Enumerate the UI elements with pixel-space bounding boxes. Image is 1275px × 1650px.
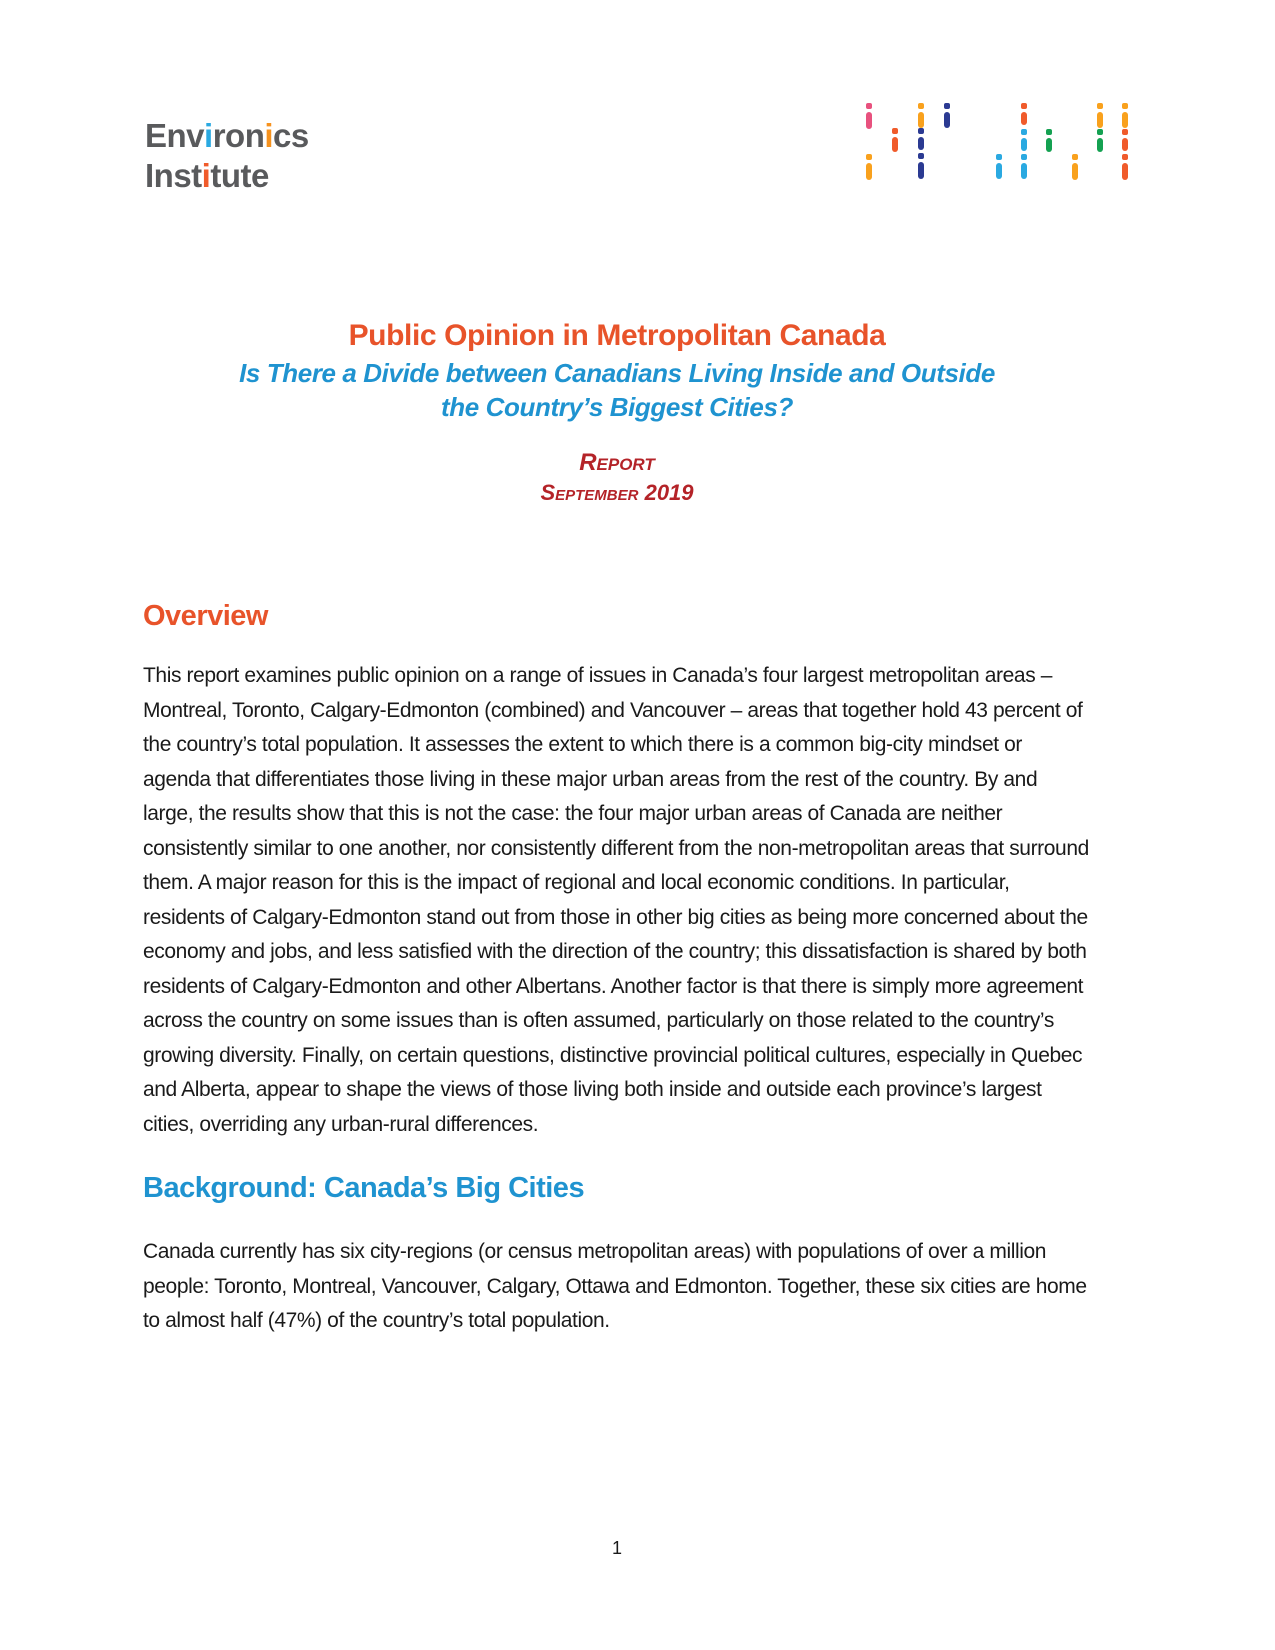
logo-letter-group: cs <box>273 117 309 154</box>
page-number: 1 <box>611 1538 622 1558</box>
section-heading-background: Background: Canada’s Big Cities <box>143 1172 585 1204</box>
report-date: September 2019 <box>540 480 694 505</box>
dotted-i-mark <box>996 154 1002 179</box>
page-subtitle-line2: the Country’s Biggest Cities? <box>441 392 793 422</box>
overview-paragraph: This report examines public opinion on a range of issues in Canada’s four largest metropolitan areas – Montreal, Toronto, Calgary-Edmonton (combined) and Vancouver – areas that together hold 43 percent of the country’s total population. It assesses the extent to which there is a common big-city mindset or agenda that differentiates those living in these major urban areas from the rest of the country. By and large, the results show that this is not the case: the four major urban areas of Canada are neither consistently similar to one another, nor consistently different from the non-metropolitan areas that surround them. A major reason for this is the impact of regional and local economic conditions. In particular, residents of Calgary-Edmonton stand out from those in other big cities as being more concerned about the economy and jobs, and less satisfied with the direction of the country; this dissatisfaction is shared by both residents of Calgary-Edmonton and other Albertans. Another factor is that there is simply more agreement across the country on some issues than is often assumed, particularly on those related to the country’s growing diversity. Finally, on certain questions, distinctive provincial political cultures, especially in Quebec and Alberta, appear to shape the views of those living both inside and outside each province’s largest cities, overriding any urban-rural differences. <box>143 664 1089 1136</box>
logo-word-environics <box>145 116 309 156</box>
page-subtitle <box>143 356 1091 424</box>
report-type-label: Report <box>579 449 655 476</box>
title-block <box>143 318 1091 507</box>
logo-letter-group: i <box>204 117 213 154</box>
logo-letter-group: ron <box>212 117 265 154</box>
dotted-i-mark <box>918 153 924 179</box>
dotted-i-mark <box>1021 154 1027 179</box>
dotted-i-mark <box>918 128 924 150</box>
dotted-i-mark <box>1122 103 1128 128</box>
page-footer <box>143 1538 1091 1559</box>
environics-institute-logo <box>145 116 309 196</box>
page-subtitle-line1: Is There a Divide between Canadians Living Inside and Outside <box>239 358 995 388</box>
logo-letter-group: i <box>201 157 211 194</box>
dotted-i-mark <box>1122 129 1128 151</box>
background-paragraph: Canada currently has six city-regions (or census metropolitan areas) with populations of over a million people: Toronto, Montreal, Vancouver, Calgary, Ottawa and Edmonton. Together, these six cities are home to almost half (47%) of the country’s total population. <box>143 1240 1087 1332</box>
dotted-i-mark <box>1097 129 1103 152</box>
page-title: Public Opinion in Metropolitan Canada <box>348 319 886 352</box>
logo-word-institute <box>145 156 309 196</box>
dotted-i-mark <box>1021 129 1027 151</box>
dotted-i-mark <box>1072 154 1078 180</box>
logo-letter-group: i <box>264 117 274 154</box>
dotted-i-mark <box>892 128 898 152</box>
logo-letter-group: Inst <box>145 157 202 194</box>
dotted-i-mark <box>1122 154 1128 180</box>
dotted-i-mark <box>1021 103 1027 125</box>
dotted-i-mark <box>918 103 924 128</box>
environics-dots-logo <box>860 95 1140 190</box>
document-content <box>143 600 1091 1339</box>
dotted-i-mark <box>944 103 950 128</box>
dotted-i-mark <box>866 103 872 129</box>
section-heading-overview: Overview <box>143 600 268 632</box>
logo-letter-group: Env <box>145 117 205 154</box>
dotted-i-mark <box>866 154 872 180</box>
logo-letter-group: tute <box>210 157 269 194</box>
dotted-i-mark <box>1046 129 1052 152</box>
dotted-i-mark <box>1097 103 1103 128</box>
